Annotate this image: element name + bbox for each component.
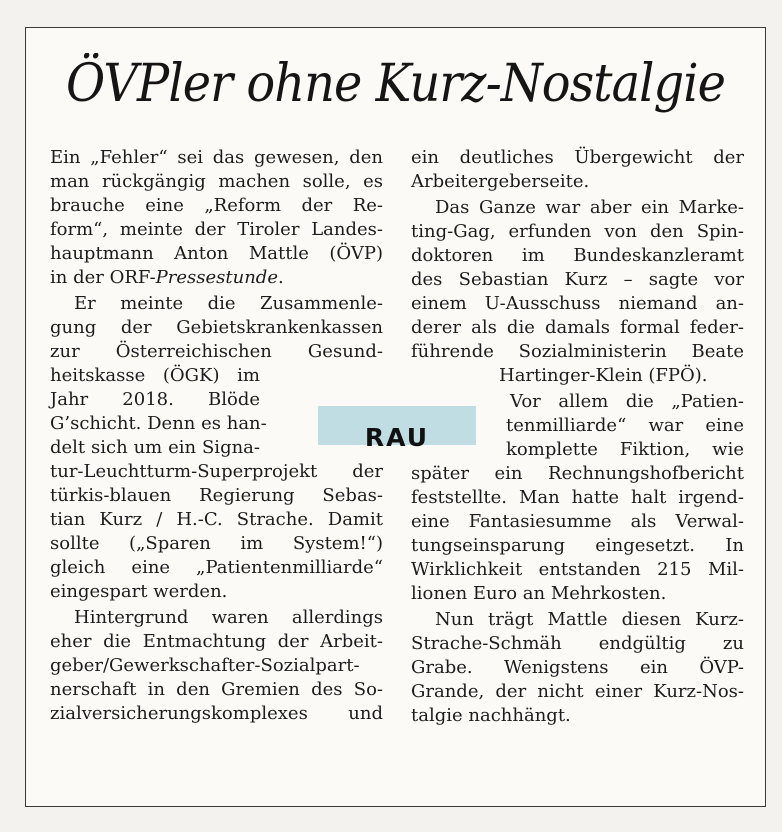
text-line: delt sich um ein Signa- [50,437,260,458]
text-line: talgie nachhängt. [411,705,571,726]
text-line: Hintergrund waren allerdings [74,607,383,628]
text-line: ein deutliches Übergewicht der [411,147,744,168]
text-line: eingespart werden. [50,581,228,602]
text-line: gleich eine „Patientenmilliarde“ [50,557,383,578]
text-line: tur-Leuchtturm-Superprojekt der [50,461,383,482]
text-line: des Sebastian Kurz – sagte vor [411,269,744,290]
text-line: Jahr 2018. Blöde [50,389,260,410]
article-box [25,27,766,807]
text-line: Arbeitergeberseite. [411,171,590,192]
text-line: zialversicherungskomplexes und [50,703,383,724]
text-line: geber/Gewerkschafter-Sozialpart- [50,655,360,676]
text-line: G’schicht. Denn es han- [50,413,267,434]
text-line: Wirklichkeit entstanden 215 Mil- [411,559,744,580]
text-line [50,266,383,290]
text-line: Strache-Schmäh endgültig zu [411,633,744,654]
text-line: tenmilliarde“ war eine [506,415,744,436]
text-line: hauptmann Anton Mattle (ÖVP) [50,243,383,264]
text-line: tungseinsparung eingesetzt. In [411,535,744,556]
text-line: Nun trägt Mattle diesen Kurz- [435,609,744,630]
text-line: zur Österreichischen Gesund- [50,341,383,362]
program-name: Pressestunde [155,267,278,288]
text-line: derer als die damals formal feder- [411,317,744,338]
text-line: eine Fantasiesumme als Verwal- [411,511,744,532]
text-line: Hartinger-Klein (FPÖ). [499,365,708,386]
text-line: man rückgängig machen solle, es [50,171,383,192]
text-line: Er meinte die Zusammenle- [74,293,383,314]
text-line: gung der Gebietskrankenkassen [50,317,383,338]
text-line: eher die Entmachtung der Arbeit- [50,631,383,652]
text-line: später ein Rechnungshofbericht [411,463,744,484]
text-span: in der ORF- [50,267,156,288]
text-line: einem U-Ausschuss niemand an- [411,293,744,314]
text-line: Das Ganze war aber ein Marke- [435,197,744,218]
text-line: ting-Gag, erfunden von den Spin- [411,221,744,242]
text-line: sollte („Sparen im System!“) [50,533,383,554]
text-line: Grabe. Wenigstens ein ÖVP- [411,657,744,678]
text-line: feststellte. Man hatte halt irgend- [411,487,744,508]
text-line: türkis-blauen Regierung Sebas- [50,485,383,506]
text-line: Vor allem die „Patien- [510,391,744,412]
text-line: nerschaft in den Gremien des So- [50,679,383,700]
text-span: . [277,267,284,288]
text-line: tian Kurz / H.-C. Strache. Damit [50,509,383,530]
text-line: doktoren im Bundeskanzleramt [411,245,744,266]
text-line: führende Sozialministerin Beate [411,341,744,362]
headline: ÖVPler ohne Kurz-Nostalgie [65,54,726,114]
text-line: lionen Euro an Mehrkosten. [411,583,667,604]
text-line: komplette Fiktion, wie [506,439,744,460]
author-signature: RAU [364,423,430,452]
text-line: Grande, der nicht einer Kurz-Nos- [411,681,744,702]
text-line: Ein „Fehler“ sei das gewesen, den [50,147,383,168]
text-line: heitskasse (ÖGK) im [50,365,260,386]
text-line: brauche eine „Reform der Re- [50,195,383,216]
text-line: form“, meinte der Tiroler Landes- [50,219,383,240]
